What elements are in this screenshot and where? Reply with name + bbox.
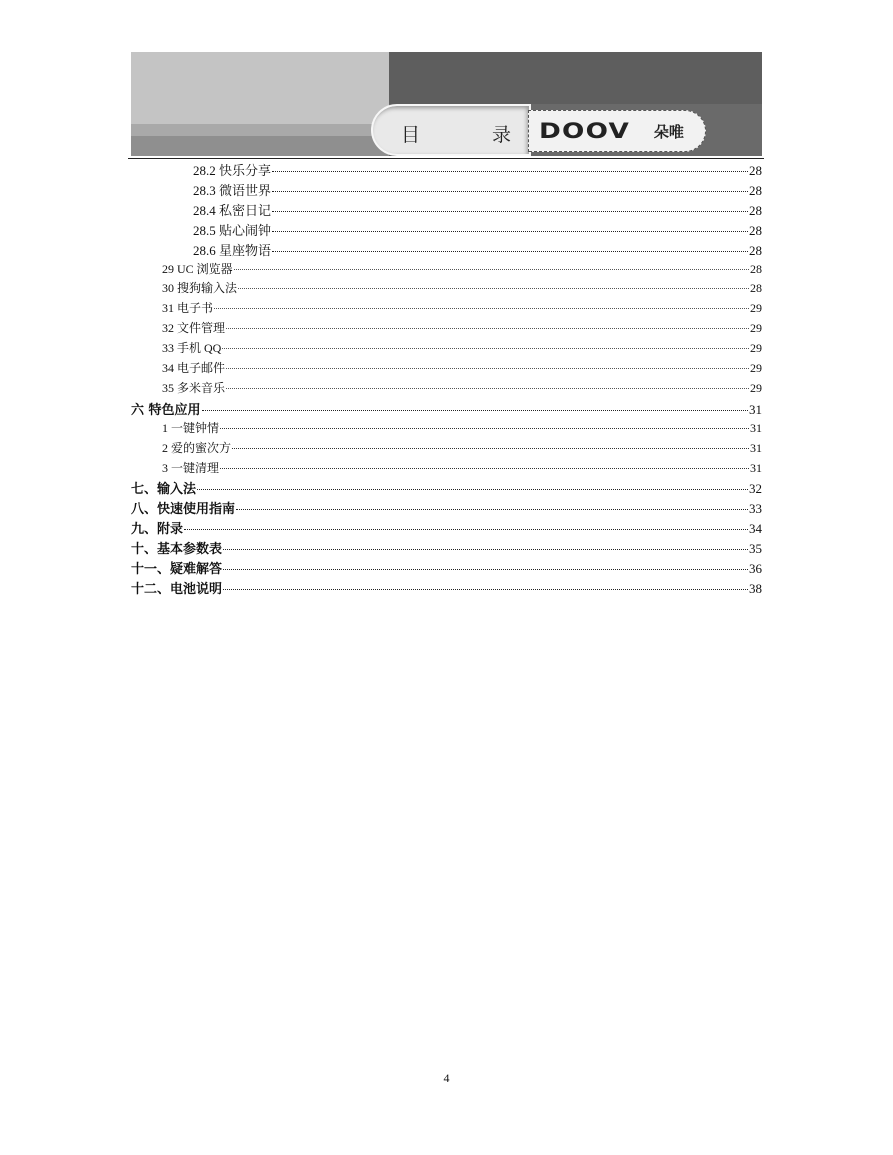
toc-entry-page: 28 [750, 281, 762, 296]
header-left-panel [131, 52, 389, 156]
toc-dot-leader [272, 191, 748, 192]
toc-entry[interactable] [162, 439, 762, 456]
toc-entry[interactable] [193, 240, 762, 259]
toc-entry-label: 3 一键清理 [162, 460, 220, 475]
toc-entry[interactable] [131, 478, 762, 497]
toc-entry[interactable] [193, 220, 762, 239]
toc-entry-label: 32 文件管理 [162, 321, 226, 336]
page-number: 4 [443, 1071, 450, 1085]
toc-dot-leader [223, 569, 748, 570]
toc-entry-page: 28 [749, 222, 762, 238]
toc-entry-label: 28.3 微语世界 [193, 182, 272, 198]
toc-entry[interactable] [131, 399, 762, 418]
toc-dot-leader [222, 348, 749, 349]
page-title-char: 目 [401, 124, 421, 146]
toc-dot-leader [202, 410, 748, 411]
toc-dot-leader [272, 231, 748, 232]
brand-logo [528, 110, 706, 152]
toc-entry-page: 36 [749, 561, 762, 576]
toc-entry-label: 十一、疑难解答 [131, 562, 223, 577]
header-banner [131, 52, 762, 156]
toc-entry[interactable] [162, 359, 762, 376]
toc-entry[interactable] [131, 518, 762, 537]
toc-dot-leader [226, 388, 749, 389]
toc-entry[interactable] [162, 379, 762, 396]
toc-dot-leader [184, 529, 748, 530]
toc-entry-label: 34 电子邮件 [162, 361, 226, 375]
toc-dot-leader [238, 288, 749, 289]
toc-dot-leader [272, 171, 748, 172]
brand-logo-cn: 朵唯 [653, 122, 684, 141]
toc-dot-leader [236, 509, 748, 510]
toc-entry-page: 31 [749, 401, 762, 417]
toc-entry[interactable] [193, 160, 762, 179]
toc-entry[interactable] [131, 498, 762, 517]
toc-dot-leader [223, 549, 748, 550]
toc-dot-leader [234, 269, 749, 270]
toc-entry-label: 七、输入法 [131, 482, 197, 498]
toc-entry[interactable] [162, 459, 762, 476]
toc-dot-leader [226, 368, 749, 369]
toc-entry-page: 28 [749, 202, 762, 218]
toc-entry-label: 1 一键钟情 [162, 420, 220, 435]
toc-dot-leader [220, 468, 749, 469]
toc-entry-page: 29 [750, 301, 762, 316]
toc-entry-label: 31 电子书 [162, 301, 214, 316]
header-band [131, 124, 389, 136]
toc-entry-label: 九、附录 [131, 522, 184, 538]
toc-entry[interactable] [131, 538, 762, 557]
toc-dot-leader [220, 428, 749, 429]
toc-dot-leader [214, 308, 749, 309]
toc-entry[interactable] [131, 578, 762, 597]
toc-dot-leader [223, 589, 748, 590]
toc-entry-page: 29 [750, 341, 762, 356]
toc-entry-label: 2 爱的蜜次方 [162, 440, 232, 455]
toc-entry-label: 28.2 快乐分享 [193, 163, 272, 178]
toc-entry-page: 29 [750, 321, 762, 336]
toc-dot-leader [226, 328, 749, 329]
toc-entry[interactable] [193, 200, 762, 219]
toc-entry[interactable] [193, 180, 762, 199]
toc-entry[interactable] [162, 299, 762, 316]
toc-entry[interactable] [162, 319, 762, 336]
toc-entry[interactable] [162, 339, 762, 356]
toc-entry[interactable] [162, 419, 762, 436]
toc-entry-page: 29 [750, 380, 762, 395]
toc-entry-page: 38 [749, 580, 762, 596]
toc-entry-label: 29 UC 浏览器 [162, 261, 233, 276]
toc-entry-page: 29 [750, 361, 762, 375]
page-title [401, 120, 511, 144]
toc-entry-label: 33 手机 QQ [162, 341, 222, 356]
header-divider [128, 158, 764, 159]
header-band [131, 136, 389, 156]
toc-entry-page: 31 [750, 440, 762, 455]
toc-entry-page: 28 [749, 242, 762, 258]
toc-entry-page: 33 [749, 501, 762, 517]
toc-entry-page: 31 [750, 460, 762, 475]
toc-dot-leader [197, 489, 748, 490]
toc-entry[interactable] [162, 279, 762, 296]
toc-dot-leader [232, 448, 749, 449]
toc-entry-label: 28.6 星座物语 [193, 242, 272, 258]
toc-entry-label: 八、快速使用指南 [131, 502, 236, 518]
toc-entry-page: 34 [749, 521, 762, 537]
brand-logo-text: DOOV [539, 119, 631, 143]
toc-entry-label: 十、基本参数表 [131, 542, 223, 558]
toc-entry-label: 十二、电池说明 [131, 581, 223, 597]
toc-dot-leader [272, 211, 748, 212]
toc-entry-label: 35 多米音乐 [162, 380, 226, 395]
toc-entry[interactable] [131, 558, 762, 577]
page-title-char: 录 [491, 124, 511, 146]
toc-entry-label: 28.5 贴心闹钟 [193, 222, 272, 238]
toc-entry-label: 28.4 私密日记 [193, 202, 272, 218]
toc-entry-label: 六 特色应用 [131, 402, 201, 418]
toc-entry-page: 35 [749, 541, 762, 557]
toc-entry-page: 28 [749, 163, 762, 178]
toc-entry-label: 30 搜狗输入法 [162, 281, 238, 296]
toc-entry-page: 31 [750, 420, 762, 435]
toc-entry-page: 32 [749, 481, 762, 497]
toc-entry-page: 28 [750, 261, 762, 276]
toc-entry[interactable] [162, 260, 762, 277]
toc-dot-leader [272, 251, 748, 252]
toc-entry-page: 28 [749, 182, 762, 198]
